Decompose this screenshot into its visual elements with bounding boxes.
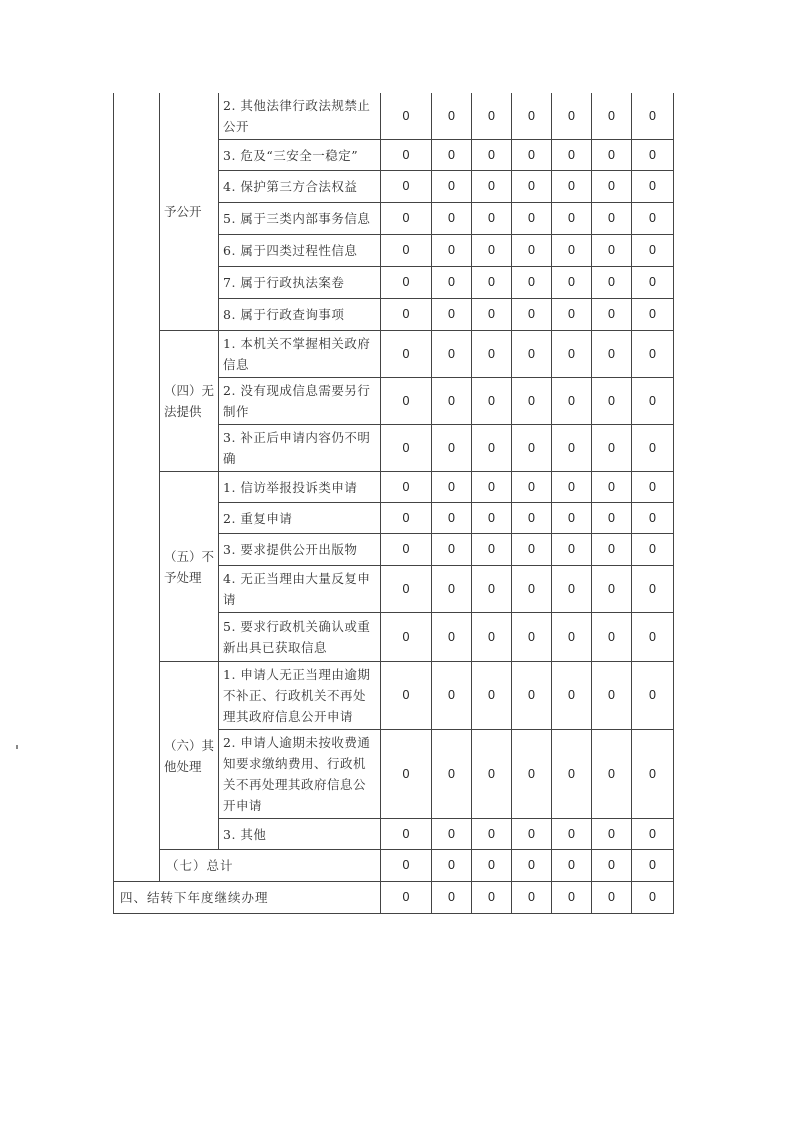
value-cell: 0 — [632, 267, 674, 299]
value-cell: 0 — [592, 850, 632, 882]
value-cell: 0 — [552, 472, 592, 503]
value-cell: 0 — [381, 566, 432, 613]
value-cell: 0 — [472, 503, 512, 534]
value-cell: 0 — [552, 850, 592, 882]
value-cell: 0 — [552, 93, 592, 140]
value-cell: 0 — [512, 534, 552, 566]
value-cell: 0 — [632, 140, 674, 171]
value-cell: 0 — [632, 472, 674, 503]
value-cell: 0 — [632, 534, 674, 566]
value-cell: 0 — [472, 819, 512, 850]
item-label: 8. 属于行政查询事项 — [219, 299, 381, 331]
value-cell: 0 — [592, 378, 632, 425]
value-cell: 0 — [592, 93, 632, 140]
value-cell: 0 — [592, 882, 632, 914]
value-cell: 0 — [432, 299, 472, 331]
value-cell: 0 — [472, 425, 512, 472]
value-cell: 0 — [472, 850, 512, 882]
value-cell: 0 — [381, 850, 432, 882]
value-cell: 0 — [592, 819, 632, 850]
value-cell: 0 — [552, 613, 592, 662]
value-cell: 0 — [632, 503, 674, 534]
table-row — [114, 93, 674, 140]
value-cell: 0 — [552, 662, 592, 730]
value-cell: 0 — [512, 171, 552, 203]
value-cell: 0 — [472, 203, 512, 235]
value-cell: 0 — [512, 472, 552, 503]
value-cell: 0 — [432, 472, 472, 503]
value-cell: 0 — [512, 299, 552, 331]
value-cell: 0 — [512, 662, 552, 730]
value-cell: 0 — [632, 203, 674, 235]
value-cell: 0 — [592, 534, 632, 566]
value-cell: 0 — [432, 850, 472, 882]
value-cell: 0 — [512, 850, 552, 882]
value-cell: 0 — [512, 425, 552, 472]
value-cell: 0 — [592, 662, 632, 730]
value-cell: 0 — [592, 503, 632, 534]
value-cell: 0 — [472, 566, 512, 613]
item-label: 6. 属于四类过程性信息 — [219, 235, 381, 267]
value-cell: 0 — [552, 331, 592, 378]
value-cell: 0 — [472, 882, 512, 914]
value-cell: 0 — [472, 140, 512, 171]
disclosure-statistics-table — [113, 93, 674, 914]
value-cell: 0 — [381, 171, 432, 203]
value-cell: 0 — [632, 171, 674, 203]
value-cell: 0 — [381, 534, 432, 566]
value-cell: 0 — [632, 299, 674, 331]
value-cell: 0 — [512, 140, 552, 171]
value-cell: 0 — [552, 503, 592, 534]
value-cell: 0 — [472, 730, 512, 819]
value-cell: 0 — [632, 566, 674, 613]
value-cell: 0 — [552, 566, 592, 613]
value-cell: 0 — [512, 566, 552, 613]
value-cell: 0 — [592, 203, 632, 235]
value-cell: 0 — [632, 378, 674, 425]
value-cell: 0 — [432, 819, 472, 850]
value-cell: 0 — [381, 140, 432, 171]
item-label: 7. 属于行政执法案卷 — [219, 267, 381, 299]
value-cell: 0 — [592, 472, 632, 503]
item-label: 2. 申请人逾期未按收费通知要求缴纳费用、行政机关不再处理其政府信息公开申请 — [219, 730, 381, 819]
value-cell: 0 — [381, 331, 432, 378]
value-cell: 0 — [632, 819, 674, 850]
value-cell: 0 — [552, 534, 592, 566]
value-cell: 0 — [381, 425, 432, 472]
value-cell: 0 — [592, 730, 632, 819]
value-cell: 0 — [432, 566, 472, 613]
item-label: 1. 信访举报投诉类申请 — [219, 472, 381, 503]
value-cell: 0 — [592, 171, 632, 203]
value-cell: 0 — [512, 378, 552, 425]
value-cell: 0 — [472, 171, 512, 203]
value-cell: 0 — [472, 267, 512, 299]
value-cell: 0 — [512, 730, 552, 819]
value-cell: 0 — [552, 378, 592, 425]
value-cell: 0 — [632, 425, 674, 472]
value-cell: 0 — [432, 425, 472, 472]
value-cell: 0 — [512, 613, 552, 662]
value-cell: 0 — [592, 267, 632, 299]
item-label: 2. 重复申请 — [219, 503, 381, 534]
value-cell: 0 — [472, 472, 512, 503]
value-cell: 0 — [552, 267, 592, 299]
value-cell: 0 — [432, 267, 472, 299]
item-label: 3. 补正后申请内容仍不明确 — [219, 425, 381, 472]
value-cell: 0 — [432, 140, 472, 171]
value-cell: 0 — [512, 331, 552, 378]
value-cell: 0 — [512, 235, 552, 267]
value-cell: 0 — [381, 503, 432, 534]
value-cell: 0 — [472, 93, 512, 140]
value-cell: 0 — [432, 730, 472, 819]
item-label: 1. 本机关不掌握相关政府信息 — [219, 331, 381, 378]
value-cell: 0 — [592, 425, 632, 472]
category-cell: （六）其他处理 — [160, 662, 219, 850]
value-cell: 0 — [381, 662, 432, 730]
value-cell: 0 — [432, 331, 472, 378]
value-cell: 0 — [381, 819, 432, 850]
value-cell: 0 — [381, 267, 432, 299]
item-label: 3. 危及“三安全一稳定” — [219, 140, 381, 171]
value-cell: 0 — [472, 662, 512, 730]
value-cell: 0 — [472, 378, 512, 425]
value-cell: 0 — [472, 235, 512, 267]
item-label: 4. 保护第三方合法权益 — [219, 171, 381, 203]
value-cell: 0 — [632, 93, 674, 140]
value-cell: 0 — [381, 882, 432, 914]
value-cell: 0 — [432, 171, 472, 203]
value-cell: 0 — [432, 203, 472, 235]
scan-speck — [16, 745, 18, 749]
value-cell: 0 — [432, 235, 472, 267]
value-cell: 0 — [381, 93, 432, 140]
value-cell: 0 — [381, 613, 432, 662]
value-cell: 0 — [381, 378, 432, 425]
item-label: 3. 要求提供公开出版物 — [219, 534, 381, 566]
value-cell: 0 — [512, 267, 552, 299]
section-spacer-cell — [114, 93, 160, 882]
value-cell: 0 — [552, 882, 592, 914]
item-label: 1. 申请人无正当理由逾期不补正、行政机关不再处理其政府信息公开申请 — [219, 662, 381, 730]
value-cell: 0 — [472, 299, 512, 331]
value-cell: 0 — [632, 730, 674, 819]
value-cell: 0 — [512, 93, 552, 140]
value-cell: 0 — [381, 472, 432, 503]
value-cell: 0 — [592, 299, 632, 331]
item-label: 4. 无正当理由大量反复申请 — [219, 566, 381, 613]
value-cell: 0 — [592, 235, 632, 267]
table-row — [114, 662, 674, 730]
value-cell: 0 — [632, 613, 674, 662]
value-cell: 0 — [552, 235, 592, 267]
value-cell: 0 — [432, 534, 472, 566]
item-label: 3. 其他 — [219, 819, 381, 850]
value-cell: 0 — [432, 613, 472, 662]
category-cell: 予公开 — [160, 93, 219, 331]
value-cell: 0 — [632, 235, 674, 267]
total-row — [114, 850, 674, 882]
value-cell: 0 — [632, 331, 674, 378]
value-cell: 0 — [472, 534, 512, 566]
item-label: 5. 属于三类内部事务信息 — [219, 203, 381, 235]
value-cell: 0 — [592, 331, 632, 378]
value-cell: 0 — [472, 613, 512, 662]
value-cell: 0 — [381, 235, 432, 267]
total-label: （七）总计 — [160, 850, 381, 882]
value-cell: 0 — [512, 882, 552, 914]
value-cell: 0 — [552, 819, 592, 850]
value-cell: 0 — [552, 203, 592, 235]
category-cell: （五）不予处理 — [160, 472, 219, 662]
value-cell: 0 — [472, 331, 512, 378]
value-cell: 0 — [592, 566, 632, 613]
value-cell: 0 — [512, 819, 552, 850]
value-cell: 0 — [552, 299, 592, 331]
table-row — [114, 331, 674, 378]
value-cell: 0 — [432, 378, 472, 425]
value-cell: 0 — [632, 662, 674, 730]
value-cell: 0 — [552, 730, 592, 819]
table-row — [114, 472, 674, 503]
value-cell: 0 — [432, 882, 472, 914]
value-cell: 0 — [381, 730, 432, 819]
item-label: 5. 要求行政机关确认或重新出具已获取信息 — [219, 613, 381, 662]
item-label: 2. 没有现成信息需要另行制作 — [219, 378, 381, 425]
value-cell: 0 — [632, 882, 674, 914]
category-cell: （四）无法提供 — [160, 331, 219, 472]
value-cell: 0 — [512, 203, 552, 235]
value-cell: 0 — [381, 299, 432, 331]
value-cell: 0 — [381, 203, 432, 235]
value-cell: 0 — [552, 171, 592, 203]
value-cell: 0 — [552, 140, 592, 171]
carryover-label: 四、结转下年度继续办理 — [114, 882, 381, 914]
value-cell: 0 — [432, 662, 472, 730]
value-cell: 0 — [432, 93, 472, 140]
value-cell: 0 — [632, 850, 674, 882]
value-cell: 0 — [592, 613, 632, 662]
value-cell: 0 — [552, 425, 592, 472]
value-cell: 0 — [512, 503, 552, 534]
carryover-row — [114, 882, 674, 914]
item-label: 2. 其他法律行政法规禁止公开 — [219, 93, 381, 140]
value-cell: 0 — [592, 140, 632, 171]
value-cell: 0 — [432, 503, 472, 534]
